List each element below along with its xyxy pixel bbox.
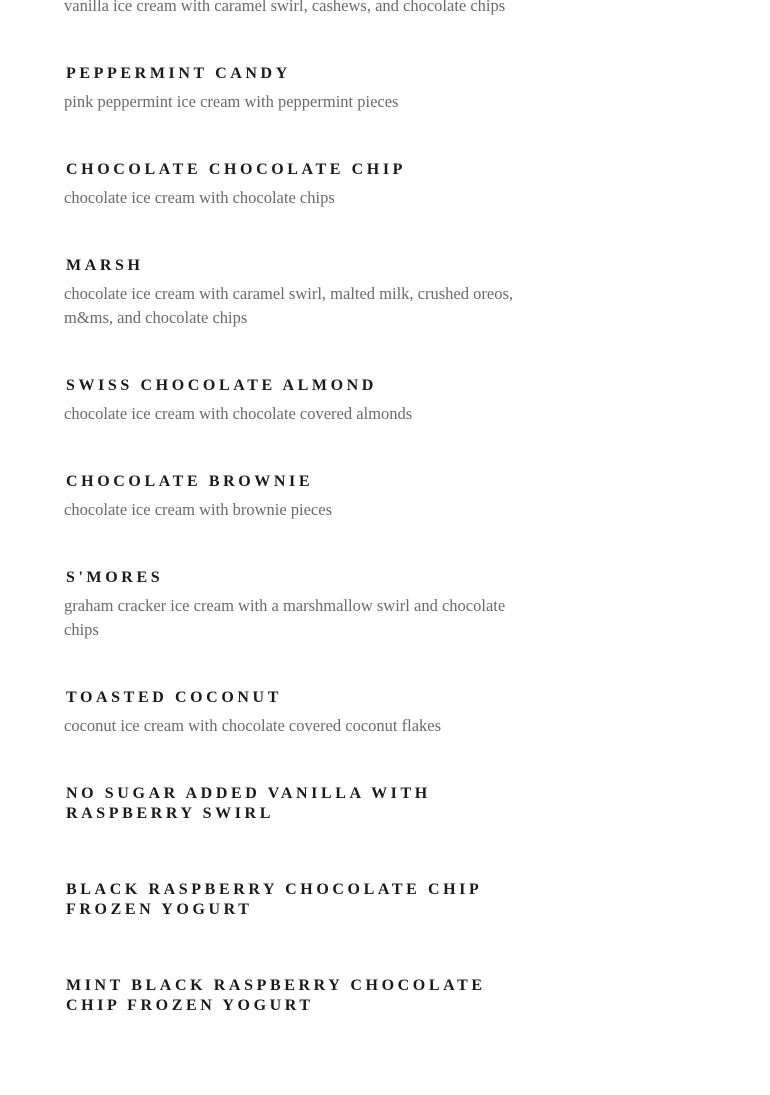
- menu-item-description: pink peppermint ice cream with peppermint pieces: [64, 92, 399, 111]
- menu-item-description: graham cracker ice cream with a marshmallow swirl and chocolate chips: [64, 596, 506, 639]
- menu-item: [64, 976, 534, 1016]
- menu-item: [64, 256, 534, 330]
- menu-item: [64, 784, 534, 824]
- menu-item: [64, 880, 534, 920]
- menu-item-description: coconut ice cream with chocolate covered coconut flakes: [64, 716, 442, 735]
- menu-item-name: SWISS CHOCOLATE ALMOND: [66, 377, 377, 394]
- menu-item-name: MINT BLACK RASPBERRY CHOCOLATE CHIP FROZEN YOGURT: [66, 977, 486, 1014]
- menu-item: [64, 688, 534, 738]
- menu-item-description: vanilla ice cream with caramel swirl, cashews, and chocolate chips: [64, 0, 506, 15]
- menu-item-name: NO SUGAR ADDED VANILLA WITH RASPBERRY SWIRL: [66, 785, 431, 822]
- menu-item: [64, 64, 534, 114]
- menu-item-description: chocolate ice cream with brownie pieces: [64, 500, 332, 519]
- menu-item-name: CHOCOLATE CHOCOLATE CHIP: [66, 161, 407, 178]
- menu-item-description: chocolate ice cream with chocolate covered almonds: [64, 404, 413, 423]
- menu-item-description: chocolate ice cream with caramel swirl, malted milk, crushed oreos, m&ms, and chocolate chips: [64, 284, 513, 327]
- menu-item-name: TOASTED COCONUT: [66, 689, 282, 706]
- flavor-menu: [64, 0, 534, 1022]
- menu-item: [64, 160, 534, 210]
- menu-item: [64, 0, 534, 18]
- menu-item: [64, 568, 534, 642]
- menu-item: [64, 376, 534, 426]
- menu-item-name: MARSH: [66, 257, 144, 274]
- menu-item-name: CHOCOLATE BROWNIE: [66, 473, 314, 490]
- menu-item-name: PEPPERMINT CANDY: [66, 65, 291, 82]
- menu-item-name: S'MORES: [66, 569, 164, 586]
- menu-item: [64, 472, 534, 522]
- menu-item-name: BLACK RASPBERRY CHOCOLATE CHIP FROZEN YOGURT: [66, 881, 482, 918]
- menu-item-description: chocolate ice cream with chocolate chips: [64, 188, 335, 207]
